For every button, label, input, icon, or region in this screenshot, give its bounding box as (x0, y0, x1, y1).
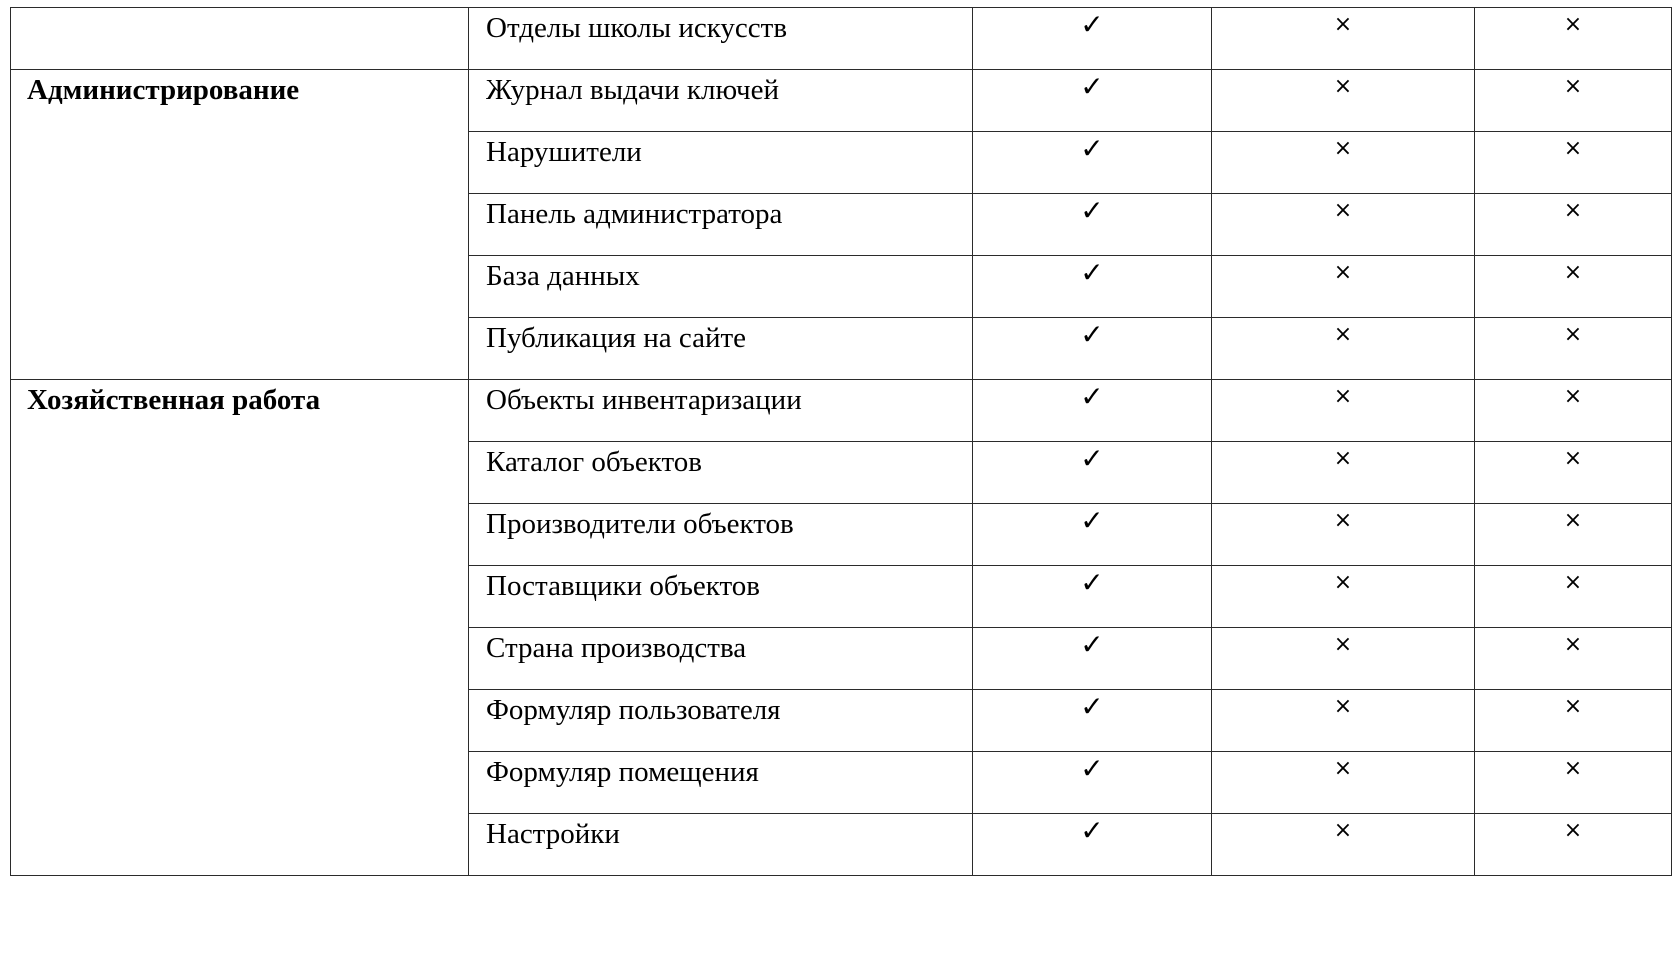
permission-cell (1475, 70, 1672, 132)
item-name: Формуляр помещения (486, 756, 759, 788)
permission-cell (1475, 318, 1672, 380)
permission-cell (973, 8, 1212, 70)
denied-cross-icon: × (1563, 818, 1583, 843)
item-name-cell (469, 194, 973, 256)
item-name-cell (469, 132, 973, 194)
denied-cross-icon: × (1563, 198, 1583, 223)
denied-cross-icon: × (1563, 260, 1583, 285)
permission-cell (973, 752, 1212, 814)
allowed-check-icon: ✓ (1080, 566, 1104, 599)
permission-cell (973, 194, 1212, 256)
denied-cross-icon: × (1333, 198, 1353, 223)
permission-cell (973, 504, 1212, 566)
item-name-cell (469, 380, 973, 442)
permission-cell (1475, 380, 1672, 442)
denied-cross-icon: × (1333, 260, 1353, 285)
denied-cross-icon: × (1333, 570, 1353, 595)
allowed-check-icon: ✓ (1080, 628, 1104, 661)
allowed-check-icon: ✓ (1080, 132, 1104, 165)
item-name: Объекты инвентаризации (486, 384, 802, 416)
item-name-cell (469, 690, 973, 752)
item-name-cell (469, 504, 973, 566)
denied-cross-icon: × (1333, 756, 1353, 781)
permission-cell (1212, 380, 1475, 442)
permission-cell (1475, 752, 1672, 814)
table-row (11, 8, 1672, 70)
permission-cell (1475, 132, 1672, 194)
permission-cell (1212, 70, 1475, 132)
permission-cell (973, 132, 1212, 194)
permission-cell (1212, 566, 1475, 628)
permission-cell (1475, 814, 1672, 876)
item-name: Отделы школы искусств (486, 12, 788, 44)
allowed-check-icon: ✓ (1080, 504, 1104, 537)
denied-cross-icon: × (1333, 74, 1353, 99)
permission-cell (1212, 628, 1475, 690)
item-name: Формуляр пользователя (486, 694, 781, 726)
permission-cell (973, 256, 1212, 318)
section-title: Администрирование (27, 74, 300, 106)
denied-cross-icon: × (1563, 632, 1583, 657)
permission-cell (1475, 256, 1672, 318)
item-name-cell (469, 628, 973, 690)
permission-cell (1475, 690, 1672, 752)
allowed-check-icon: ✓ (1080, 442, 1104, 475)
section-title-cell (11, 380, 469, 876)
denied-cross-icon: × (1563, 322, 1583, 347)
allowed-check-icon: ✓ (1080, 752, 1104, 785)
allowed-check-icon: ✓ (1080, 318, 1104, 351)
item-name-cell (469, 70, 973, 132)
table-row (11, 380, 1672, 442)
permission-cell (973, 380, 1212, 442)
permission-cell (1475, 442, 1672, 504)
permission-cell (973, 566, 1212, 628)
permission-cell (1475, 194, 1672, 256)
permission-cell (1475, 8, 1672, 70)
permission-cell (973, 814, 1212, 876)
item-name: Нарушители (486, 136, 642, 168)
allowed-check-icon: ✓ (1080, 690, 1104, 723)
permission-cell (1212, 504, 1475, 566)
denied-cross-icon: × (1563, 570, 1583, 595)
permission-cell (973, 70, 1212, 132)
permission-cell (973, 318, 1212, 380)
permission-cell (1212, 318, 1475, 380)
permission-cell (1212, 752, 1475, 814)
permission-cell (1212, 256, 1475, 318)
item-name: Производители объектов (486, 508, 794, 540)
permission-cell (973, 690, 1212, 752)
permission-cell (1212, 814, 1475, 876)
permission-cell (973, 442, 1212, 504)
item-name: Журнал выдачи ключей (486, 74, 780, 106)
allowed-check-icon: ✓ (1080, 70, 1104, 103)
item-name-cell (469, 318, 973, 380)
denied-cross-icon: × (1333, 818, 1353, 843)
item-name-cell (469, 752, 973, 814)
permission-cell (1212, 194, 1475, 256)
denied-cross-icon: × (1333, 632, 1353, 657)
item-name: Каталог объектов (486, 446, 702, 478)
section-title (11, 8, 468, 11)
item-name-cell (469, 442, 973, 504)
item-name: Поставщики объектов (486, 570, 760, 602)
item-name: Публикация на сайте (486, 322, 747, 354)
item-name: Панель администратора (486, 198, 783, 230)
permission-cell (1212, 132, 1475, 194)
denied-cross-icon: × (1333, 384, 1353, 409)
item-name-cell (469, 256, 973, 318)
permission-cell (1212, 8, 1475, 70)
table-row (11, 70, 1672, 132)
permission-cell (1475, 628, 1672, 690)
denied-cross-icon: × (1563, 508, 1583, 533)
access-rights-table (10, 7, 1672, 876)
denied-cross-icon: × (1333, 12, 1353, 37)
permission-cell (1475, 504, 1672, 566)
denied-cross-icon: × (1333, 694, 1353, 719)
permission-cell (973, 628, 1212, 690)
denied-cross-icon: × (1333, 508, 1353, 533)
section-title-cell (11, 8, 469, 70)
item-name-cell (469, 566, 973, 628)
denied-cross-icon: × (1563, 384, 1583, 409)
denied-cross-icon: × (1563, 12, 1583, 37)
item-name: Страна производства (486, 632, 747, 664)
permission-cell (1212, 690, 1475, 752)
allowed-check-icon: ✓ (1080, 380, 1104, 413)
denied-cross-icon: × (1563, 694, 1583, 719)
denied-cross-icon: × (1563, 136, 1583, 161)
item-name-cell (469, 8, 973, 70)
section-title-cell (11, 70, 469, 380)
denied-cross-icon: × (1563, 756, 1583, 781)
permission-cell (1212, 442, 1475, 504)
denied-cross-icon: × (1333, 322, 1353, 347)
item-name: Настройки (486, 818, 620, 850)
denied-cross-icon: × (1563, 74, 1583, 99)
section-title: Хозяйственная работа (27, 384, 321, 416)
denied-cross-icon: × (1333, 446, 1353, 471)
table-body (11, 8, 1672, 876)
allowed-check-icon: ✓ (1080, 194, 1104, 227)
allowed-check-icon: ✓ (1080, 814, 1104, 847)
item-name: База данных (486, 260, 640, 292)
denied-cross-icon: × (1563, 446, 1583, 471)
permission-cell (1475, 566, 1672, 628)
item-name-cell (469, 814, 973, 876)
allowed-check-icon: ✓ (1080, 256, 1104, 289)
allowed-check-icon: ✓ (1080, 8, 1104, 41)
denied-cross-icon: × (1333, 136, 1353, 161)
